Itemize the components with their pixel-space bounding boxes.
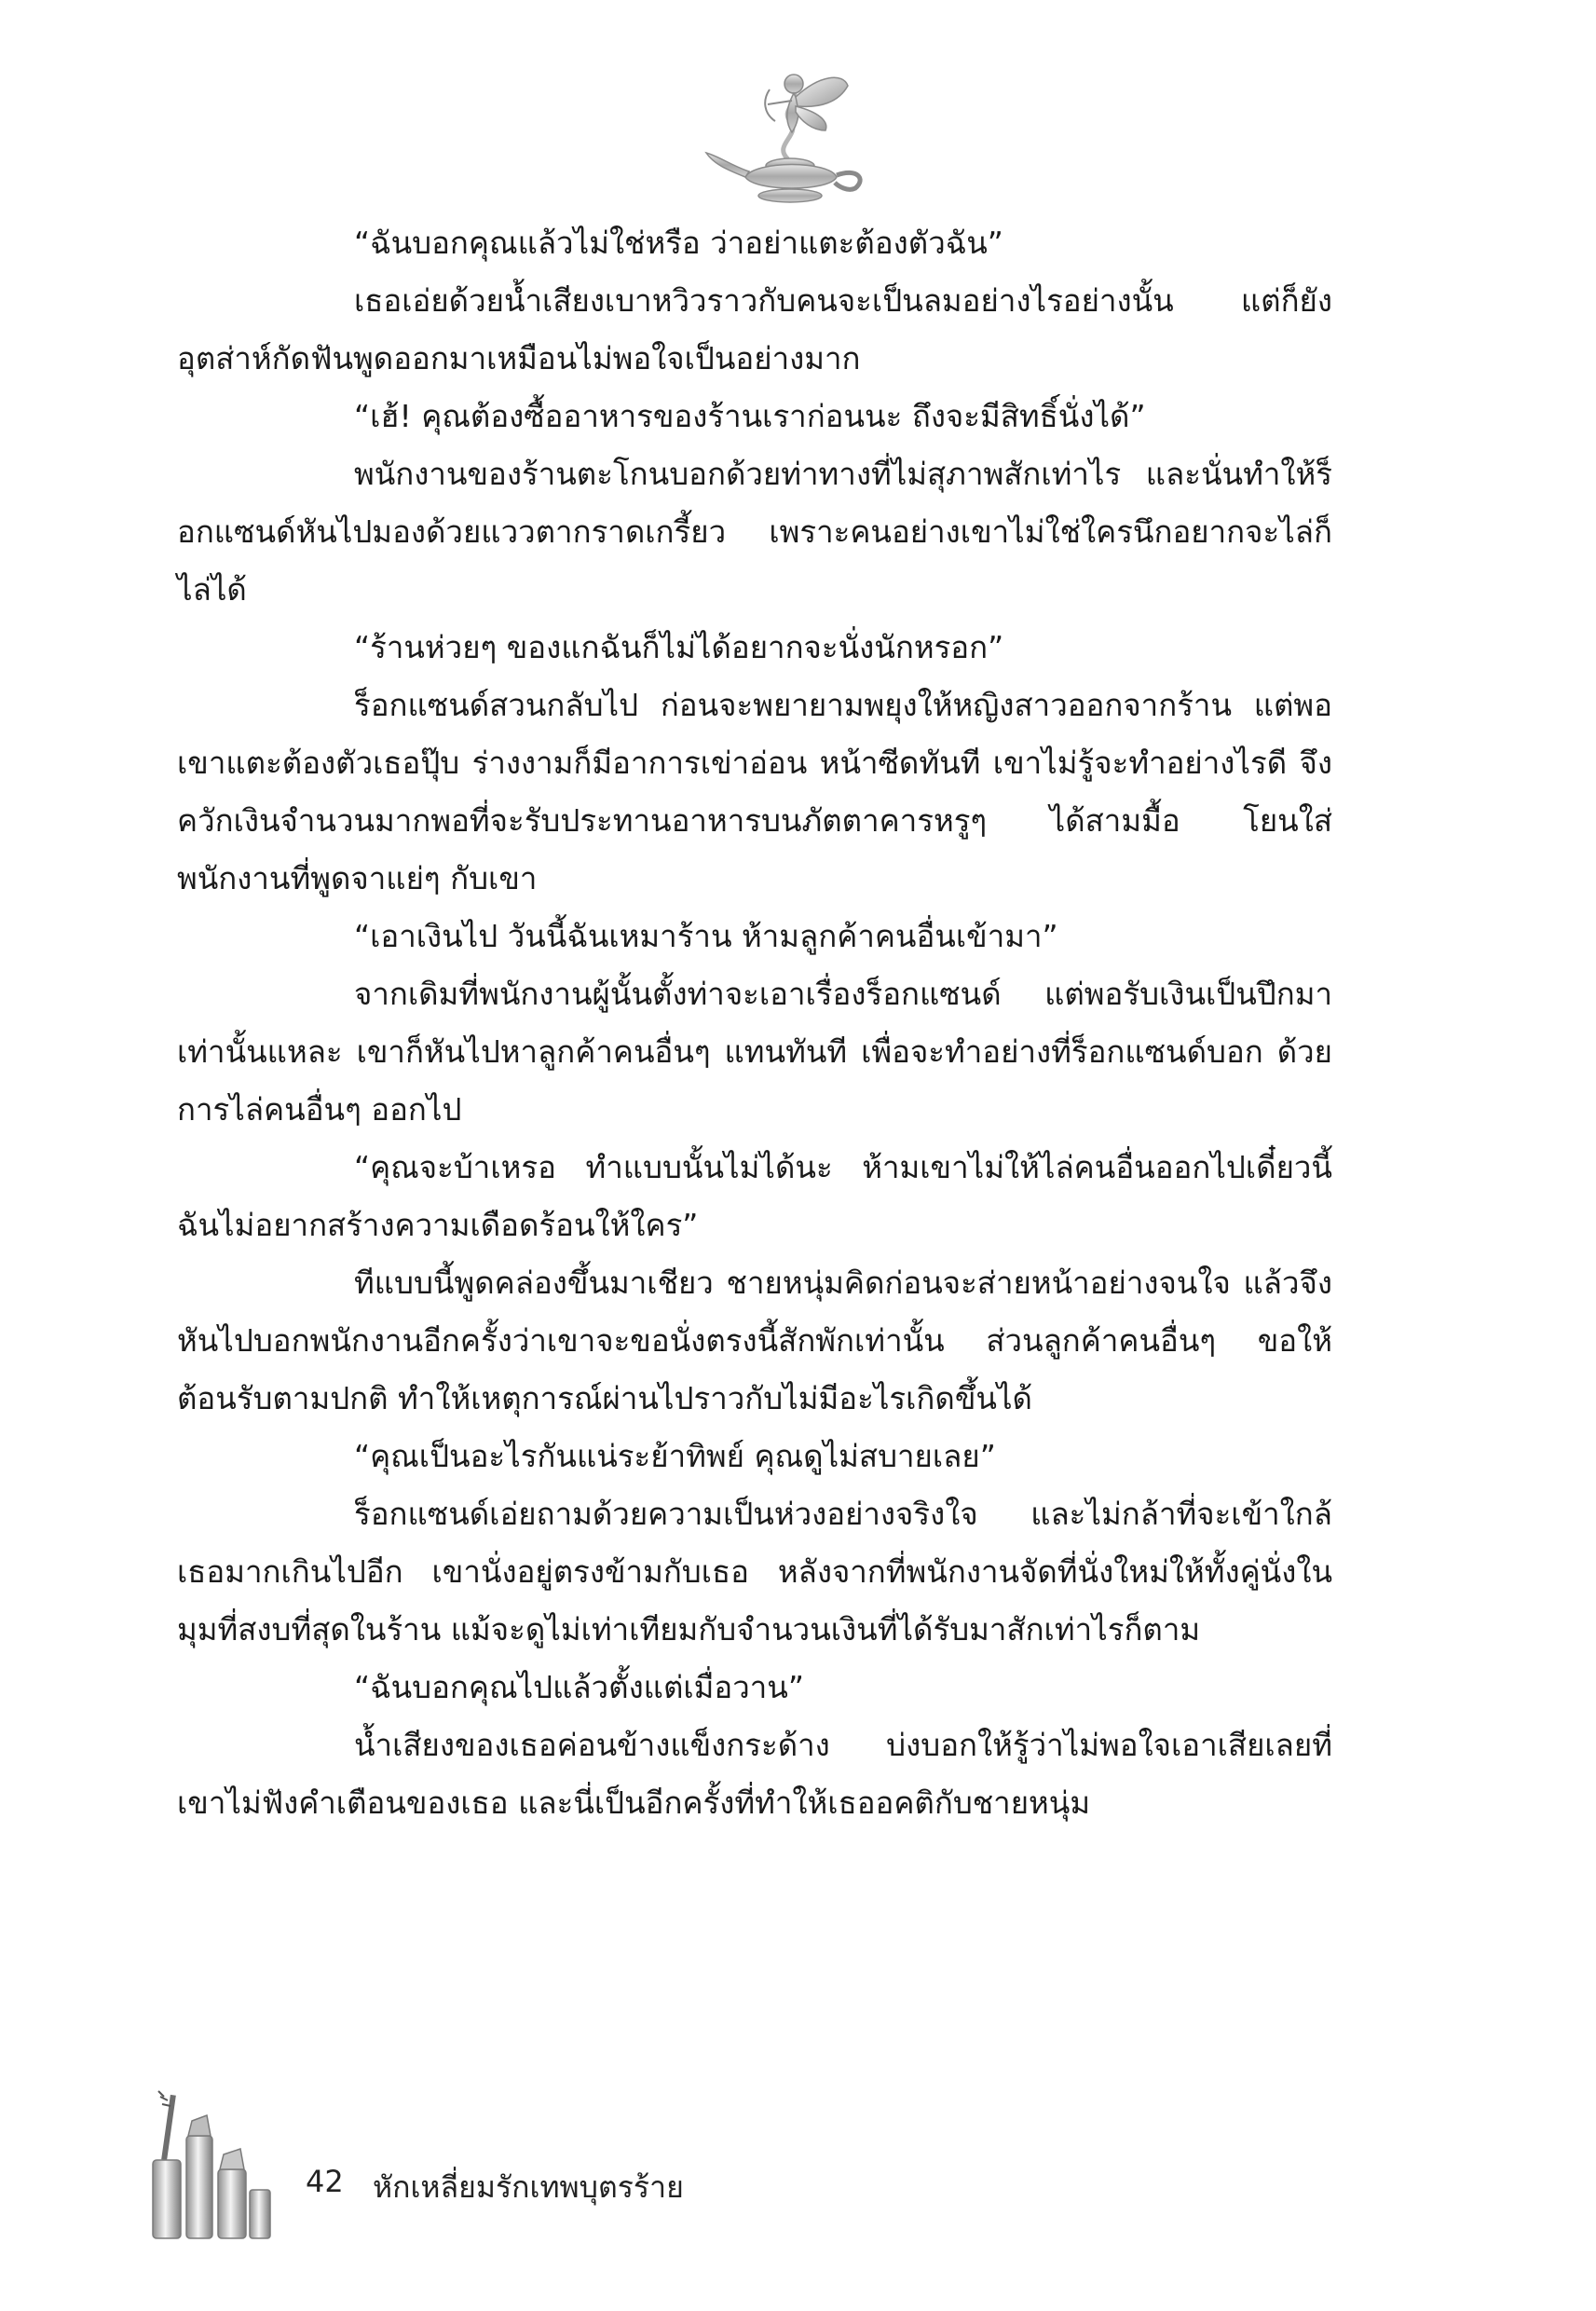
- paragraph: “เฮ้! คุณต้องซื้ออาหารของร้านเราก่อนนะ ถึงจะมีสิทธิ์นั่งได้”: [354, 398, 1146, 434]
- paragraph: ร็อกแซนด์เอ่ยถามด้วยความเป็นห่วงอย่างจริงใจ และไม่กล้าที่จะเข้าใกล้เธอมากเกินไปอีก เขานั่งอยู่ตรงข้ามกับเธอ หลังจากที่พนักงานจัดที่นั่งใหม่ให้ทั้งคู่นั่งในมุมที่สงบที่สุดในร้าน แม้จะดูไม่เท่าเทียมกับจำนวนเงินที่ได้รับมาสักเท่าไรก็ตาม: [177, 1496, 1332, 1648]
- paragraph: จากเดิมที่พนักงานผู้นั้นตั้งท่าจะเอาเรื่องร็อกแซนด์ แต่พอรับเงินเป็นปึกมาเท่านั้นแหละ เขาก็หันไปหาลูกค้าคนอื่นๆ แทนทันที เพื่อจะทำอย่างที่ร็อกแซนด์บอก ด้วยการไล่คนอื่นๆ ออกไป: [177, 976, 1332, 1128]
- paragraph: ทีแบบนี้พูดคล่องขึ้นมาเชียว ชายหนุ่มคิดก่อนจะส่ายหน้าอย่างจนใจ แล้วจึงหันไปบอกพนักงานอีกครั้งว่าเขาจะขอนั่งตรงนี้สักพักเท่านั้น ส่วนลูกค้าคนอื่นๆ ขอให้ต้อนรับตามปกติ ทำให้เหตุการณ์ผ่านไปราวกับไม่มีอะไรเกิดขึ้นได้: [177, 1265, 1332, 1416]
- paragraph: ร็อกแซนด์สวนกลับไป ก่อนจะพยายามพยุงให้หญิงสาวออกจากร้าน แต่พอเขาแตะต้องตัวเธอปุ๊บ ร่างงามก็มีอาการเข่าอ่อน หน้าซีดทันที เขาไม่รู้จะทำอย่างไรดี จึงควักเงินจำนวนมากพอที่จะรับประทานอาหารบนภัตตาคารหรูๆ ได้สามมื้อ โยนใส่พนักงานที่พูดจาแย่ๆ กับเขา: [177, 687, 1332, 896]
- paragraph: “ฉันบอกคุณแล้วไม่ใช่หรือ ว่าอย่าแตะต้องตัวฉัน”: [354, 225, 1003, 261]
- book-title: หักเหลี่ยมรักเทพบุตรร้าย: [373, 2169, 684, 2205]
- paragraph: พนักงานของร้านตะโกนบอกด้วยท่าทางที่ไม่สุภาพสักเท่าไร และนั่นทำให้ร็อกแซนด์หันไปมองด้วยแววตากราดเกรี้ยว เพราะคนอย่างเขาไม่ใช่ใครนึกอยากจะไล่ก็ไล่ได้: [177, 456, 1332, 608]
- cosmetics-mascara-lipstick-icon: [140, 2087, 280, 2246]
- paragraph: “ฉันบอกคุณไปแล้วตั้งแต่เมื่อวาน”: [354, 1669, 804, 1705]
- paragraph: น้ำเสียงของเธอค่อนข้างแข็งกระด้าง บ่งบอกให้รู้ว่าไม่พอใจเอาเสียเลยที่เขาไม่ฟังคำเตือนของเธอ และนี่เป็นอีกครั้งที่ทำให้เธออคติกับชายหนุ่ม: [177, 1727, 1332, 1821]
- page-number: 42: [306, 2164, 344, 2199]
- paragraph: “เอาเงินไป วันนี้ฉันเหมาร้าน ห้ามลูกค้าคนอื่นเข้ามา”: [354, 918, 1058, 954]
- genie-lamp-fairy-icon: [689, 56, 894, 214]
- body-text: [177, 214, 1332, 1832]
- paragraph: “คุณจะบ้าเหรอ ทำแบบนั้นไม่ได้นะ ห้ามเขาไม่ให้ไล่คนอื่นออกไปเดี๋ยวนี้ ฉันไม่อยากสร้างความเดือดร้อนให้ใคร”: [177, 1149, 1332, 1243]
- page-footer: [140, 2087, 792, 2246]
- paragraph: “คุณเป็นอะไรกันแน่ระย้าทิพย์ คุณดูไม่สบายเลย”: [354, 1438, 996, 1474]
- paragraph: “ร้านห่วยๆ ของแกฉันก็ไม่ได้อยากจะนั่งนักหรอก”: [354, 629, 1004, 665]
- paragraph: เธอเอ่ยด้วยน้ำเสียงเบาหวิวราวกับคนจะเป็นลมอย่างไรอย่างนั้น แต่ก็ยังอุตส่าห์กัดฟันพูดออกมาเหมือนไม่พอใจเป็นอย่างมาก: [177, 282, 1332, 376]
